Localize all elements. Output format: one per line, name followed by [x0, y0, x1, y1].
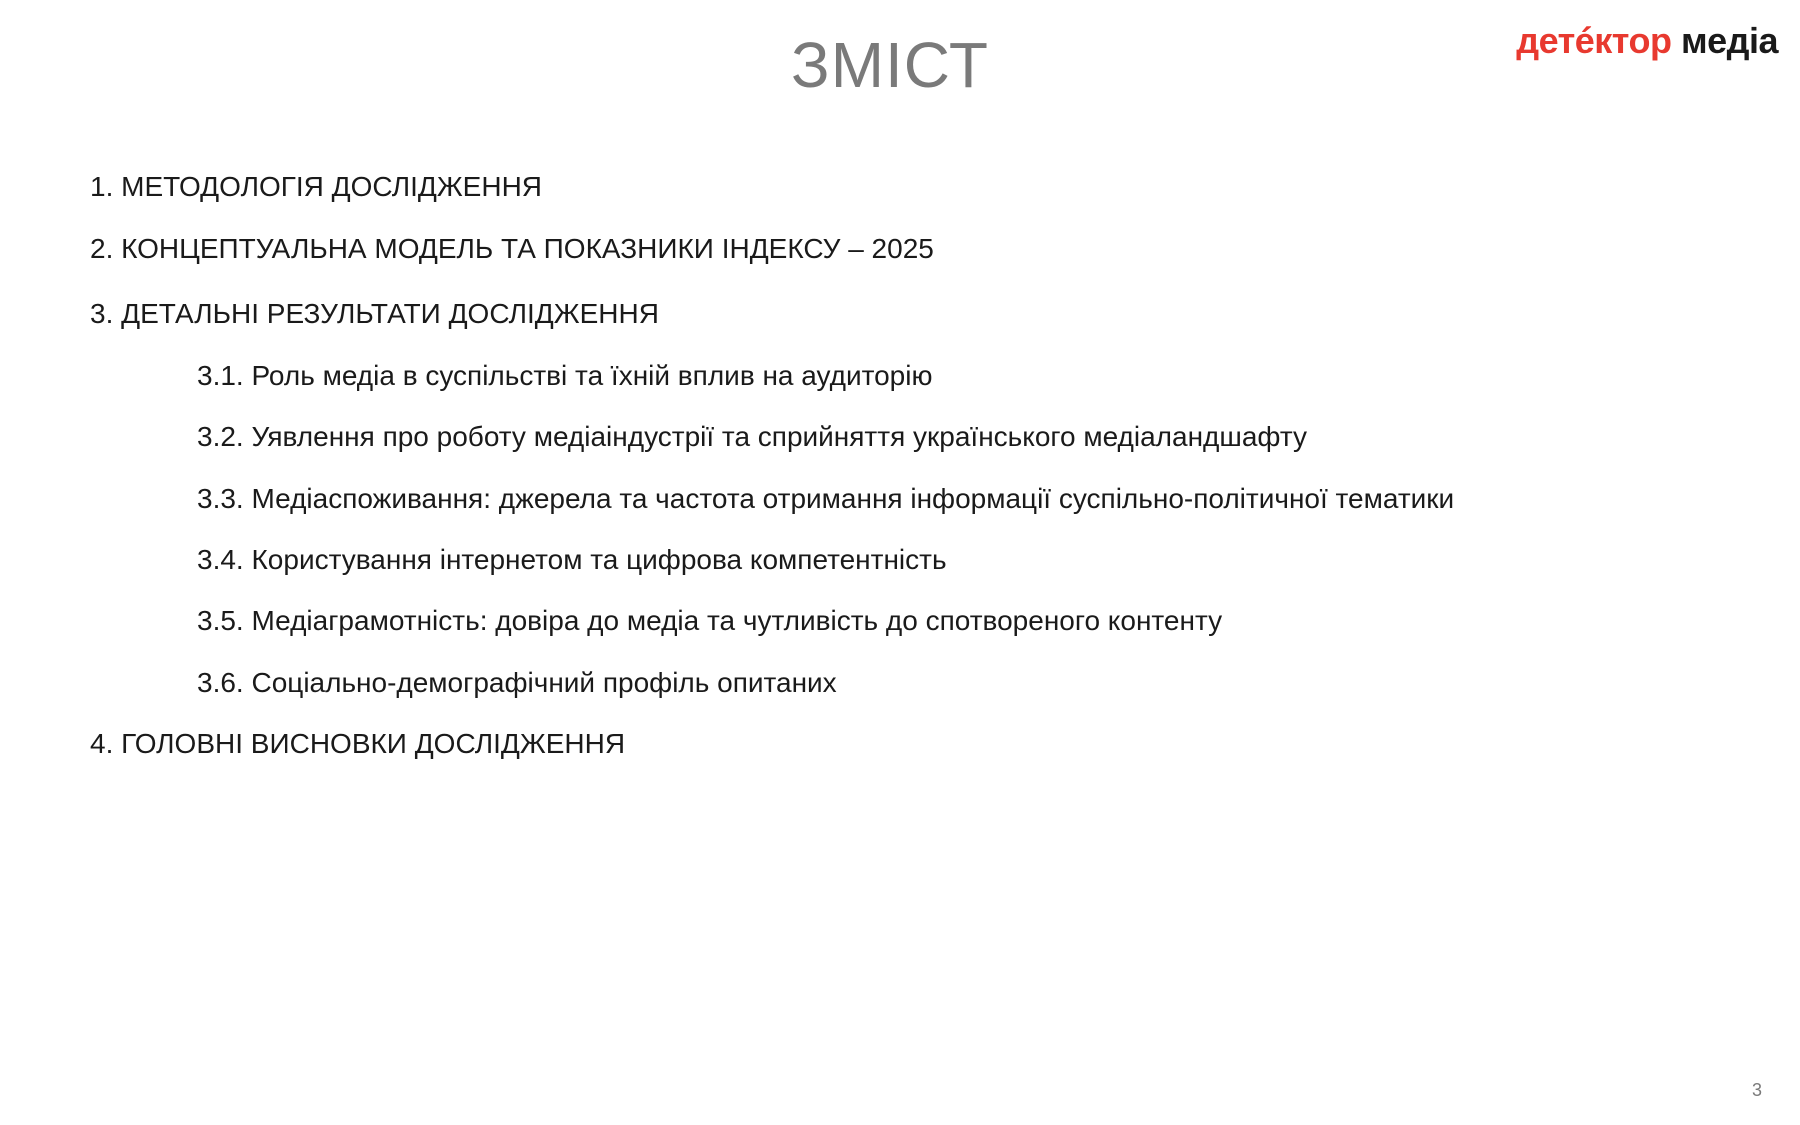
toc-subitem-3-1: 3.1. Роль медіа в суспільстві та їхній вплив на аудиторію	[197, 360, 933, 391]
detector-media-logo	[1516, 20, 1778, 62]
toc-subitem-3-2: 3.2. Уявлення про роботу медіаіндустрії та сприйняття українського медіаландшафту	[197, 421, 1307, 452]
toc-item-methodology: 1. МЕТОДОЛОГІЯ ДОСЛІДЖЕННЯ	[90, 171, 543, 202]
toc-subitem-3-6: 3.6. Соціально-демографічний профіль опитаних	[197, 667, 837, 698]
page-number: 3	[1751, 1080, 1762, 1100]
logo-text-media: медіа	[1680, 20, 1778, 61]
toc-item-conclusions: 4. ГОЛОВНІ ВИСНОВКИ ДОСЛІДЖЕННЯ	[90, 728, 626, 759]
toc-subitem-3-3: 3.3. Медіаспоживання: джерела та частота отримання інформації суспільно-політичної тематики	[197, 483, 1455, 514]
toc-subitem-3-5: 3.5. Медіаграмотність: довіра до медіа та чутливість до спотвореного контенту	[197, 605, 1223, 636]
toc-item-detailed-results: 3. ДЕТАЛЬНІ РЕЗУЛЬТАТИ ДОСЛІДЖЕННЯ	[90, 298, 659, 329]
toc-item-conceptual-model: 2. КОНЦЕПТУАЛЬНА МОДЕЛЬ ТА ПОКАЗНИКИ ІНДЕКСУ – 2025	[90, 233, 934, 264]
logo-text-detector: детéктор	[1516, 20, 1672, 61]
toc-subitem-3-4: 3.4. Користування інтернетом та цифрова компетентність	[197, 544, 947, 575]
page-title: ЗМІСТ	[791, 29, 989, 101]
